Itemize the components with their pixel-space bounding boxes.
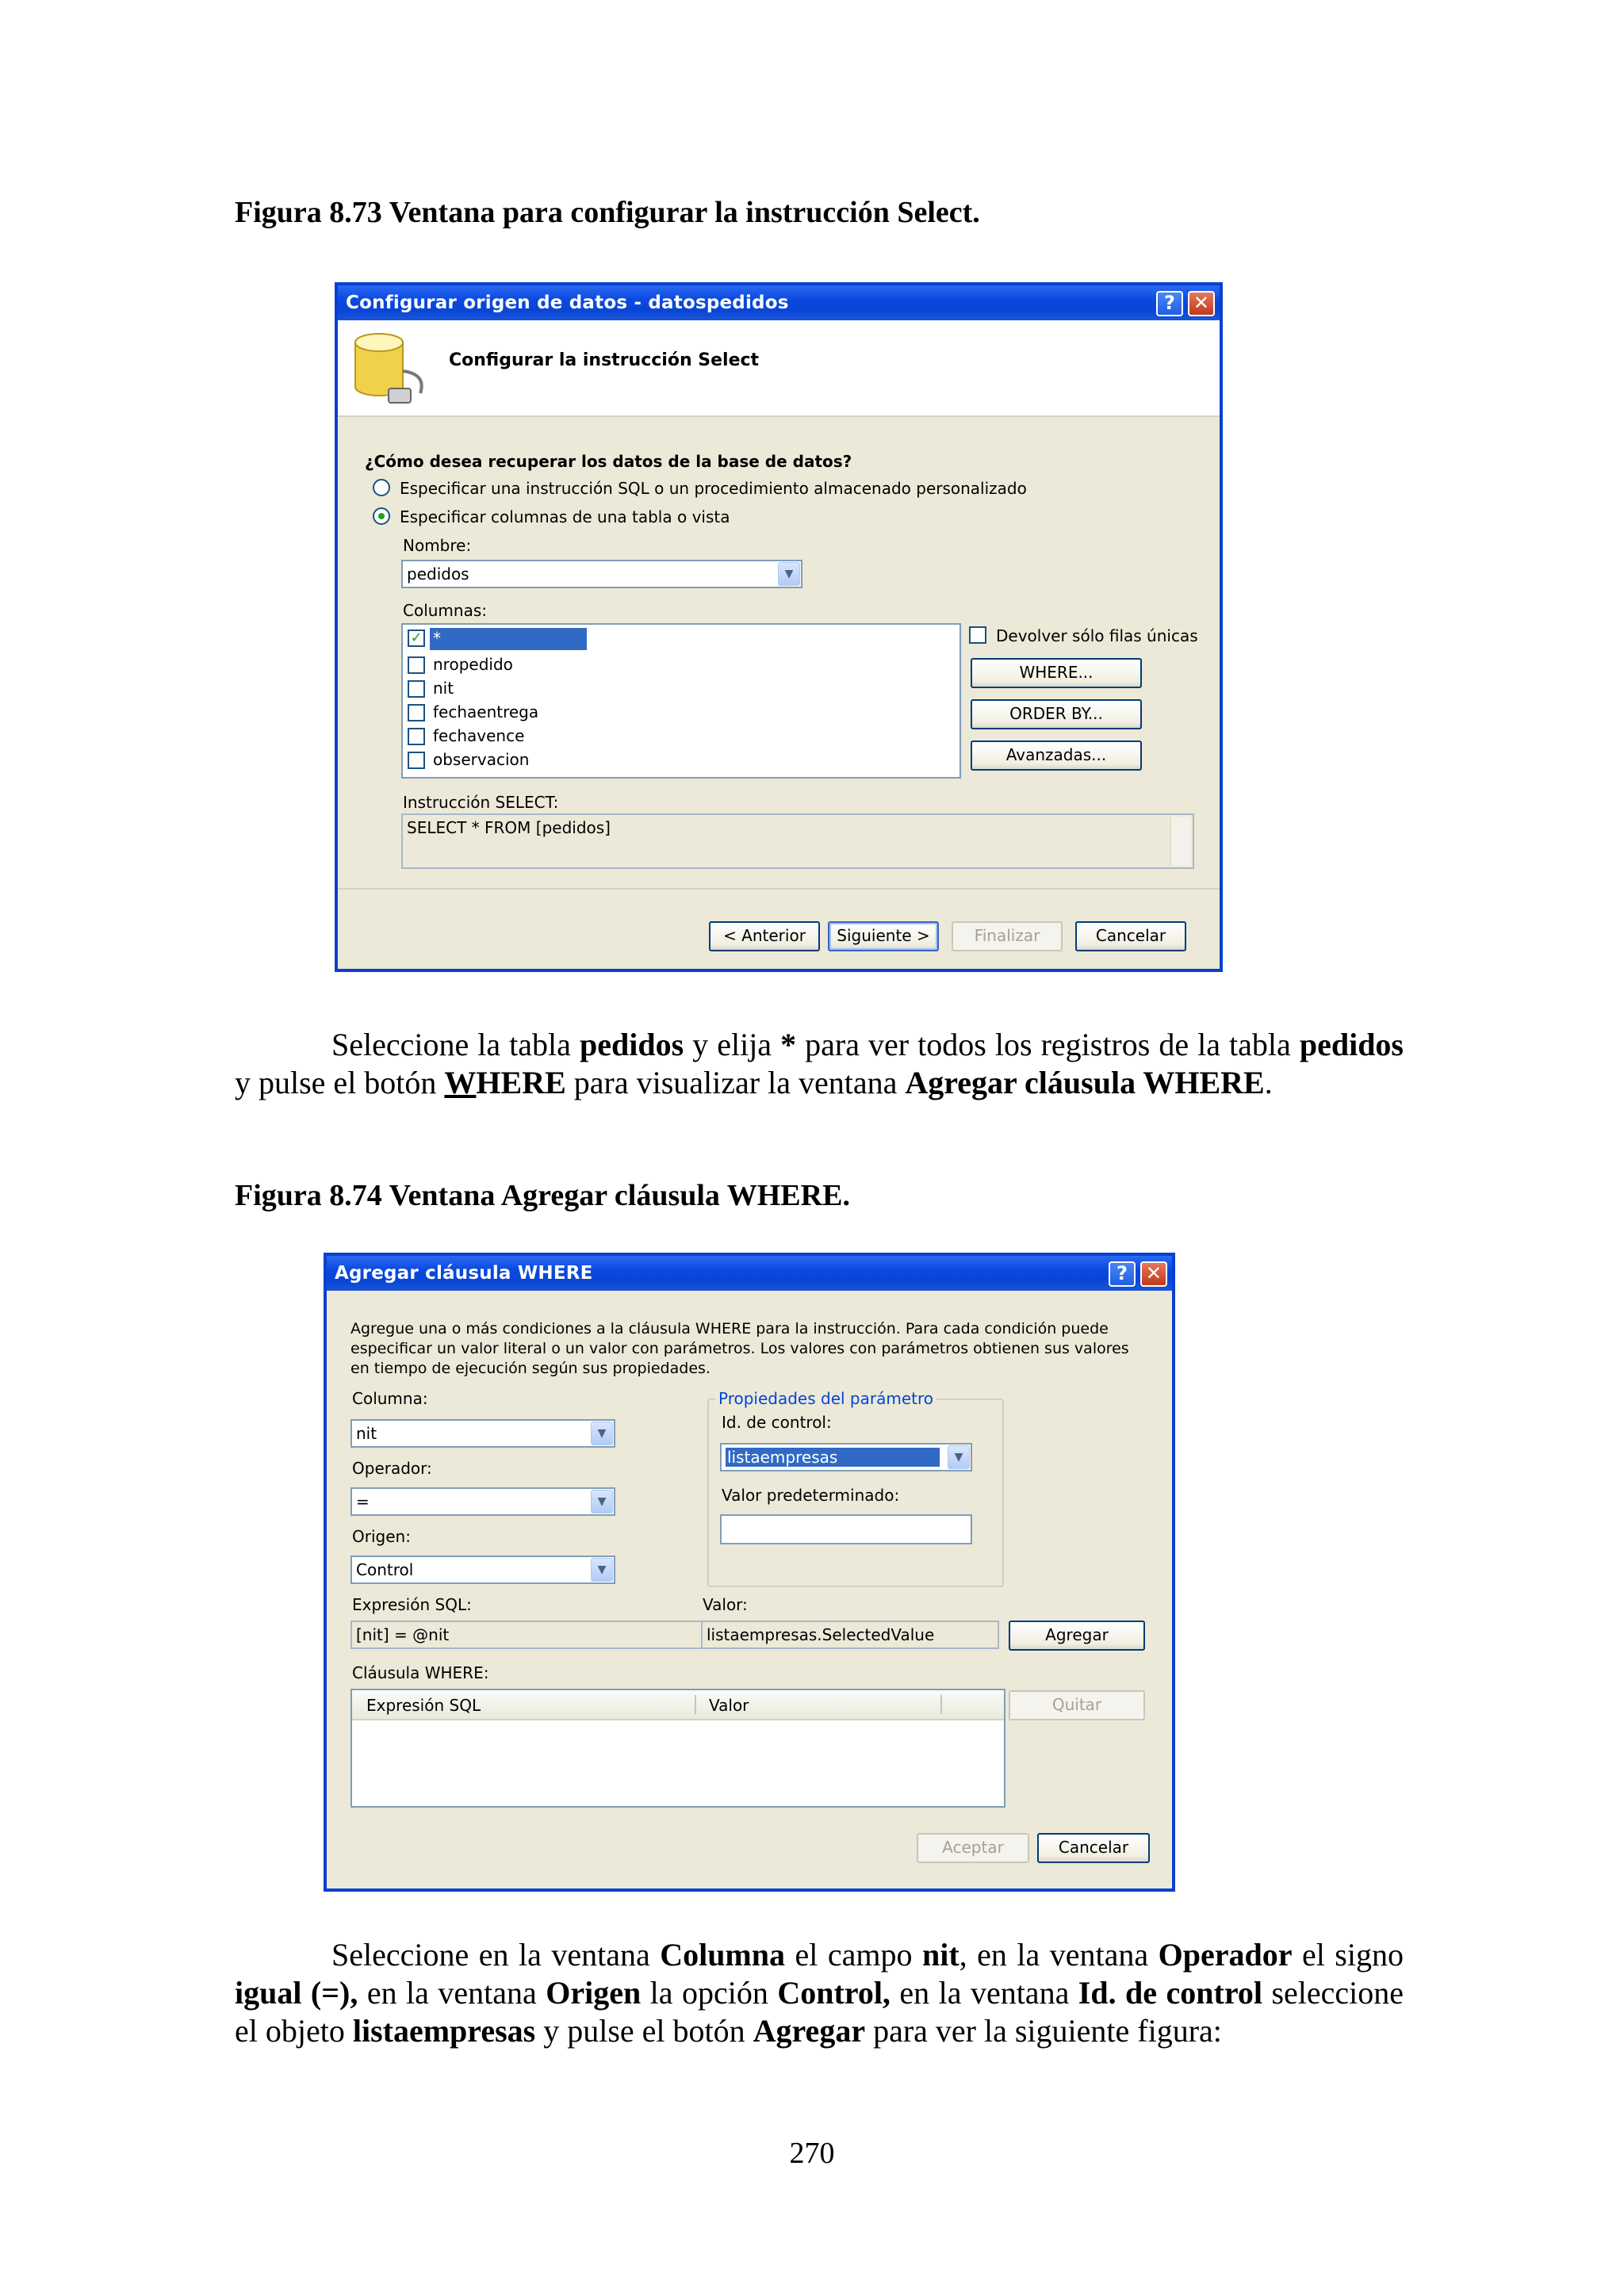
add-button[interactable]: Agregar bbox=[1009, 1621, 1145, 1651]
divider bbox=[338, 888, 1220, 890]
wizard-header bbox=[338, 320, 1220, 417]
help-icon[interactable]: ? bbox=[1156, 291, 1183, 316]
select-statement-label: Instrucción SELECT: bbox=[403, 793, 559, 812]
configure-datasource-dialog bbox=[335, 282, 1223, 972]
select-statement-box[interactable] bbox=[401, 813, 1194, 869]
where-clause-list[interactable] bbox=[350, 1689, 1005, 1808]
column-combo[interactable] bbox=[350, 1419, 615, 1448]
columns-label: Columnas: bbox=[403, 601, 488, 620]
previous-button[interactable]: < Anterior bbox=[709, 921, 820, 951]
checkbox-checked[interactable]: ✓ bbox=[408, 629, 425, 647]
column-item-star[interactable]: * bbox=[430, 628, 587, 650]
divider bbox=[695, 1695, 696, 1714]
checkbox[interactable] bbox=[408, 656, 425, 674]
control-id-value: listaempresas bbox=[726, 1448, 940, 1467]
control-id-label: Id. de control: bbox=[722, 1413, 832, 1432]
operator-value: = bbox=[356, 1492, 370, 1511]
body-paragraph: Seleccione en la ventana Columna el campo nit, en la ventana Operador el signo igual (=), en la ventana Origen la opción Control, en la ventana Id. de control seleccione el objeto listaempresas y pulse el botón Agregar para ver la siguiente figura: bbox=[235, 1937, 1404, 2049]
order-by-button[interactable]: ORDER BY... bbox=[971, 699, 1142, 729]
chevron-down-icon[interactable]: ▼ bbox=[591, 1490, 613, 1513]
column-item[interactable]: fechavence bbox=[433, 726, 525, 745]
unique-rows-label[interactable]: Devolver sólo filas únicas bbox=[996, 626, 1198, 645]
table-name-combo[interactable] bbox=[401, 560, 802, 588]
checkbox[interactable] bbox=[408, 680, 425, 698]
question-label: ¿Cómo desea recuperar los datos de la base de datos? bbox=[365, 452, 852, 471]
dialog-title: Configurar origen de datos - datospedidos bbox=[346, 293, 789, 313]
wizard-header-title: Configurar la instrucción Select bbox=[449, 350, 760, 370]
source-combo[interactable] bbox=[350, 1556, 615, 1584]
control-id-combo[interactable] bbox=[720, 1443, 972, 1471]
where-clause-label: Cláusula WHERE: bbox=[352, 1663, 489, 1682]
divider bbox=[940, 1695, 942, 1714]
checkbox[interactable] bbox=[408, 752, 425, 769]
dialog-titlebar[interactable] bbox=[327, 1256, 1172, 1291]
body-paragraph: Seleccione la tabla pedidos y elija * para ver todos los registros de la tabla pedidos y pulse el botón WHERE para visualizar la ventana Agregar cláusula WHERE. bbox=[235, 1027, 1404, 1100]
radio-table-columns[interactable] bbox=[373, 507, 390, 525]
scrollbar[interactable] bbox=[1170, 817, 1191, 866]
operator-label: Operador: bbox=[352, 1459, 432, 1478]
checkbox[interactable] bbox=[408, 704, 425, 721]
column-item[interactable]: nit bbox=[433, 679, 454, 698]
chevron-down-icon[interactable]: ▼ bbox=[591, 1558, 613, 1582]
dialog-titlebar[interactable] bbox=[338, 285, 1220, 320]
sql-expression-field[interactable]: [nit] = @nit bbox=[350, 1621, 707, 1649]
next-button[interactable]: Siguiente > bbox=[828, 921, 939, 951]
cancel-button[interactable]: Cancelar bbox=[1037, 1833, 1150, 1863]
radio-table-columns-label[interactable]: Especificar columnas de una tabla o vista bbox=[400, 507, 730, 526]
dialog-description: Agregue una o más condiciones a la cláusula WHERE para la instrucción. Para cada condición puede especificar un valor literal o un valor con parámetros. Los valores con parámetros obtienen sus valores en tiempo de ejecución según sus propiedades. bbox=[350, 1320, 1129, 1377]
default-value-label: Valor predeterminado: bbox=[722, 1486, 900, 1505]
column-item[interactable]: fechaentrega bbox=[433, 702, 539, 721]
dialog-title: Agregar cláusula WHERE bbox=[335, 1263, 593, 1284]
where-button[interactable]: WHERE... bbox=[971, 658, 1142, 688]
columns-list[interactable] bbox=[401, 623, 961, 779]
add-where-clause-dialog bbox=[324, 1253, 1175, 1892]
cancel-button[interactable]: Cancelar bbox=[1075, 921, 1186, 951]
chevron-down-icon[interactable]: ▼ bbox=[591, 1422, 613, 1445]
advanced-button[interactable]: Avanzadas... bbox=[971, 740, 1142, 771]
column-label: Columna: bbox=[352, 1389, 428, 1408]
figure-caption: Figura 8.73 Ventana para configurar la instrucción Select. bbox=[235, 196, 980, 229]
radio-custom-sql-label[interactable]: Especificar una instrucción SQL o un procedimiento almacenado personalizado bbox=[400, 479, 1027, 498]
close-icon[interactable]: ✕ bbox=[1140, 1261, 1167, 1287]
value-field[interactable]: listaempresas.SelectedValue bbox=[701, 1621, 999, 1649]
column-header-sql[interactable]: Expresión SQL bbox=[366, 1696, 481, 1715]
chevron-down-icon[interactable]: ▼ bbox=[948, 1445, 970, 1469]
value-label: Valor: bbox=[703, 1595, 748, 1614]
default-value-input[interactable] bbox=[720, 1514, 972, 1544]
remove-button[interactable]: Quitar bbox=[1009, 1690, 1145, 1720]
close-icon[interactable]: ✕ bbox=[1188, 291, 1215, 316]
parameter-properties-label: Propiedades del parámetro bbox=[715, 1389, 936, 1408]
source-label: Origen: bbox=[352, 1527, 411, 1546]
column-value: nit bbox=[356, 1424, 377, 1443]
finish-button[interactable]: Finalizar bbox=[952, 921, 1063, 951]
name-label: Nombre: bbox=[403, 536, 472, 555]
list-item[interactable] bbox=[406, 626, 428, 652]
select-statement-text: SELECT * FROM [pedidos] bbox=[407, 818, 611, 837]
accept-button[interactable]: Aceptar bbox=[917, 1833, 1029, 1863]
unique-rows-checkbox[interactable] bbox=[969, 626, 986, 644]
figure-caption: Figura 8.74 Ventana Agregar cláusula WHERE. bbox=[235, 1179, 850, 1212]
list-header bbox=[352, 1690, 1004, 1720]
radio-custom-sql[interactable] bbox=[373, 479, 390, 496]
database-icon bbox=[347, 330, 435, 409]
operator-combo[interactable] bbox=[350, 1487, 615, 1516]
column-item[interactable]: observacion bbox=[433, 750, 530, 769]
sql-expression-label: Expresión SQL: bbox=[352, 1595, 472, 1614]
chevron-down-icon[interactable]: ▼ bbox=[778, 562, 800, 586]
table-name-value: pedidos bbox=[407, 564, 469, 584]
source-value: Control bbox=[356, 1560, 414, 1579]
help-icon[interactable]: ? bbox=[1109, 1261, 1136, 1287]
column-item[interactable]: nropedido bbox=[433, 655, 513, 674]
page-number: 270 bbox=[789, 2137, 835, 2170]
checkbox[interactable] bbox=[408, 728, 425, 745]
column-header-value[interactable]: Valor bbox=[709, 1696, 749, 1715]
